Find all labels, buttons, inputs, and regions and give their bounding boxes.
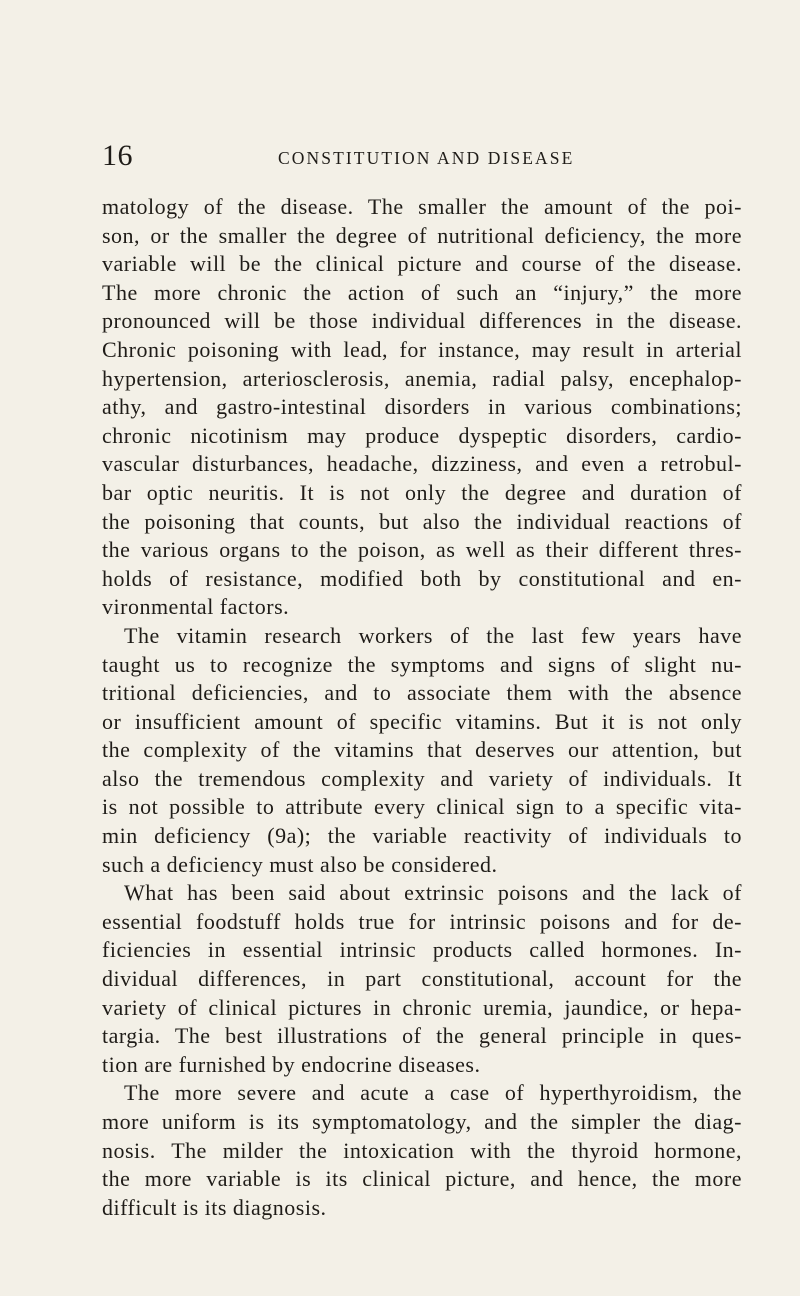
paragraph-first-line: The vitamin research workers of the last few years have	[124, 622, 742, 648]
text-line: more uniform is its symptomatology, and the simpler the diag-	[102, 1109, 742, 1134]
text-line: son, or the smaller the degree of nutritional deficiency, the more	[102, 222, 742, 248]
text-line: matology of the disease. The smaller the amount of the poi-	[102, 194, 742, 219]
text-line: bar optic neuritis. It is not only the degree and duration of	[102, 479, 742, 505]
text-line: targia. The best illustrations of the general principle in ques-	[102, 1023, 742, 1049]
text-line: the poisoning that counts, but also the individual reactions of	[102, 508, 742, 534]
text-line: or insufficient amount of specific vitamins. But it is not only	[102, 708, 742, 734]
text-line: Chronic poisoning with lead, for instance, may result in arterial	[102, 336, 742, 362]
paragraph-last-line: difficult is its diagnosis.	[102, 1194, 327, 1220]
paragraph-first-line: The more severe and acute a case of hyperthyroidism, the	[124, 1080, 742, 1106]
paragraph-last-line: vironmental factors.	[102, 594, 290, 620]
text-line: min deficiency (9a); the variable reactivity of individuals to	[102, 823, 742, 849]
text-line: nosis. The milder the intoxication with the thyroid hormone,	[102, 1137, 742, 1163]
text-line: also the tremendous complexity and variety of individuals. It	[102, 765, 742, 791]
text-line: variety of clinical pictures in chronic uremia, jaundice, or hepa-	[102, 994, 742, 1020]
text-line: vascular disturbances, headache, dizziness, and even a retrobul-	[102, 451, 742, 477]
chapter-title: CONSTITUTION AND DISEASE	[278, 148, 575, 168]
paragraph-first-line: What has been said about extrinsic poisons and the lack of	[124, 880, 742, 906]
text-line: hypertension, arteriosclerosis, anemia, radial palsy, encephalop-	[102, 365, 742, 391]
text-line: variable will be the clinical picture and course of the disease.	[102, 251, 742, 277]
text-line: pronounced will be those individual differences in the disease.	[102, 308, 742, 334]
text-line: The more chronic the action of such an “injury,” the more	[102, 279, 742, 305]
running-head	[102, 138, 742, 178]
text-line: tritional deficiencies, and to associate them with the absence	[102, 680, 742, 706]
text-line: the complexity of the vitamins that deserves our attention, but	[102, 737, 742, 763]
text-line: athy, and gastro-intestinal disorders in various combinations;	[102, 394, 742, 420]
text-line: holds of resistance, modified both by constitutional and en-	[102, 565, 742, 591]
text-line: ficiencies in essential intrinsic products called hormones. In-	[102, 937, 742, 963]
text-line: is not possible to attribute every clinical sign to a specific vita-	[102, 794, 742, 820]
text-line: essential foodstuff holds true for intrinsic poisons and for de-	[102, 908, 742, 934]
text-line: the various organs to the poison, as well as their different thres-	[102, 537, 742, 563]
paragraph-last-line: tion are furnished by endocrine diseases.	[102, 1051, 481, 1077]
text-line: dividual differences, in part constitutional, account for the	[102, 966, 742, 992]
text-line: chronic nicotinism may produce dyspeptic disorders, cardio-	[102, 422, 742, 448]
page-number: 16	[102, 139, 133, 172]
body-text	[102, 193, 742, 1222]
text-line: taught us to recognize the symptoms and signs of slight nu-	[102, 651, 742, 677]
text-line: the more variable is its clinical picture, and hence, the more	[102, 1166, 742, 1192]
paragraph-last-line: such a deficiency must also be considered.	[102, 851, 498, 877]
